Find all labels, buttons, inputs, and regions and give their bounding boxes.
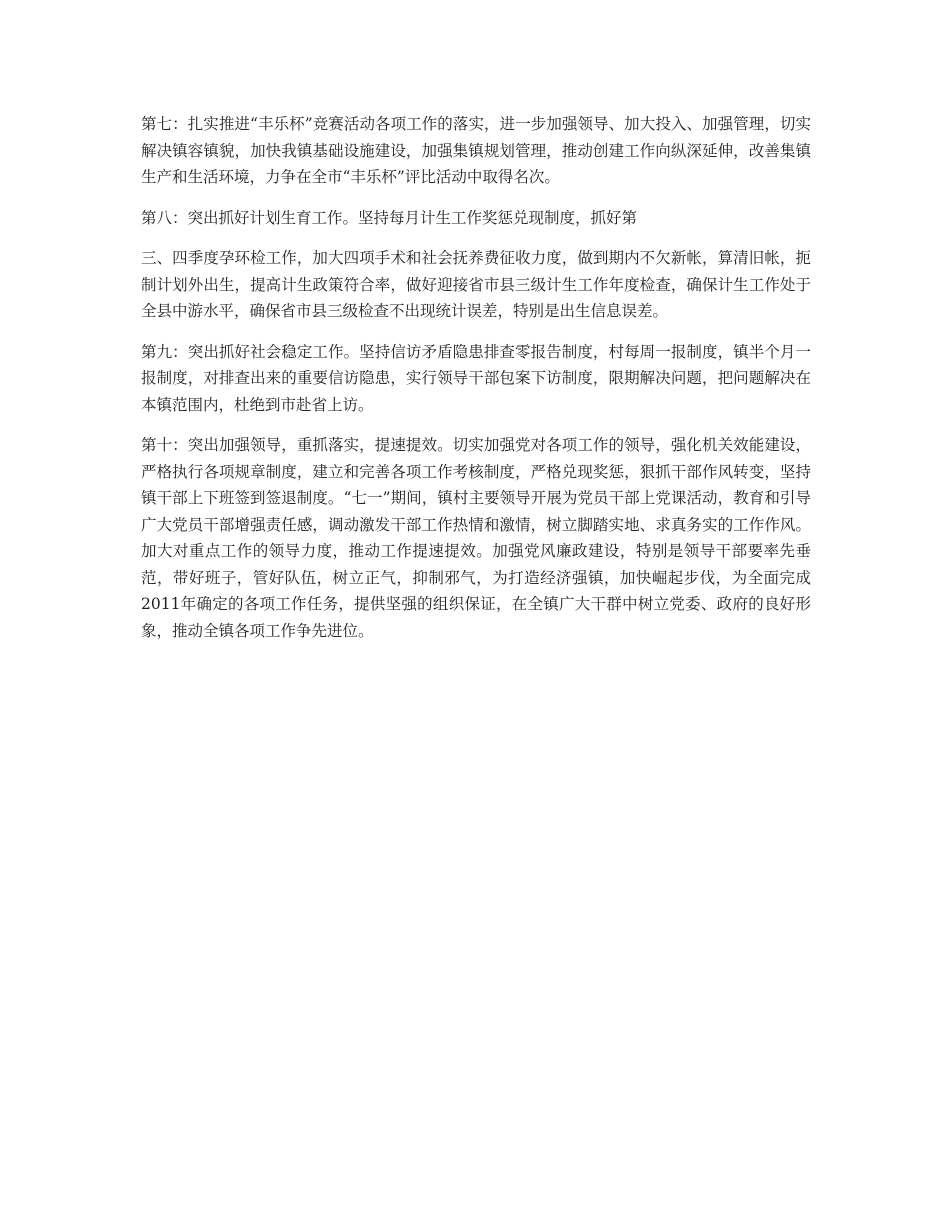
paragraph-10: 第十：突出加强领导，重抓落实，提速提效。切实加强党对各项工作的领导，强化机关效能建设，严格执行各项规章制度，建立和完善各项工作考核制度，严格兑现奖惩，狠抓干部作风转变，坚持镇干部上下班签到签退制度。“七一”期间，镇村主要领导开展为党员干部上党课活动，教育和引导广大党员干部增强责任感，调动激发干部工作热情和激情，树立脚踏实地、求真务实的工作作风。加大对重点工作的领导力度，推动工作提速提效。加强党风廉政建设，特别是领导干部要率先垂范，带好班子，管好队伍，树立正气，抑制邪气，为打造经济强镇，加快崛起步伐，为全面完成2011年确定的各项工作任务，提供坚强的组织保证，在全镇广大干群中树立党委、政府的良好形象，推动全镇各项工作争先进位。 [141,436,811,640]
paragraph-7: 第七：扎实推进“丰乐杯”竞赛活动各项工作的落实，进一步加强领导、加大投入、加强管理，切实解决镇容镇貌，加快我镇基础设施建设，加强集镇规划管理，推动创建工作向纵深延伸，改善集镇生产和生活环境，力争在全市“丰乐杯”评比活动中取得名次。 [141,115,811,186]
paragraph-8: 第八：突出抓好计划生育工作。坚持每月计生工作奖惩兑现制度，抓好第 [141,208,638,227]
paragraph-9: 第九：突出抓好社会稳定工作。坚持信访矛盾隐患排查零报告制度，村每周一报制度，镇半个月一报制度，对排查出来的重要信访隐患，实行领导干部包案下访制度，限期解决问题，把问题解决在本镇范围内，杜绝到市赴省上访。 [141,342,811,414]
document-body [141,111,811,658]
paragraph-8-continued: 三、四季度孕环检工作，加大四项手术和社会抚养费征收力度，做到期内不欠新帐，算清旧帐，扼制计划外出生，提高计生政策符合率，做好迎接省市县三级计生工作年度检查，确保计生工作处于全县中游水平，确保省市县三级检查不出现统计误差，特别是出生信息误差。 [141,249,811,320]
